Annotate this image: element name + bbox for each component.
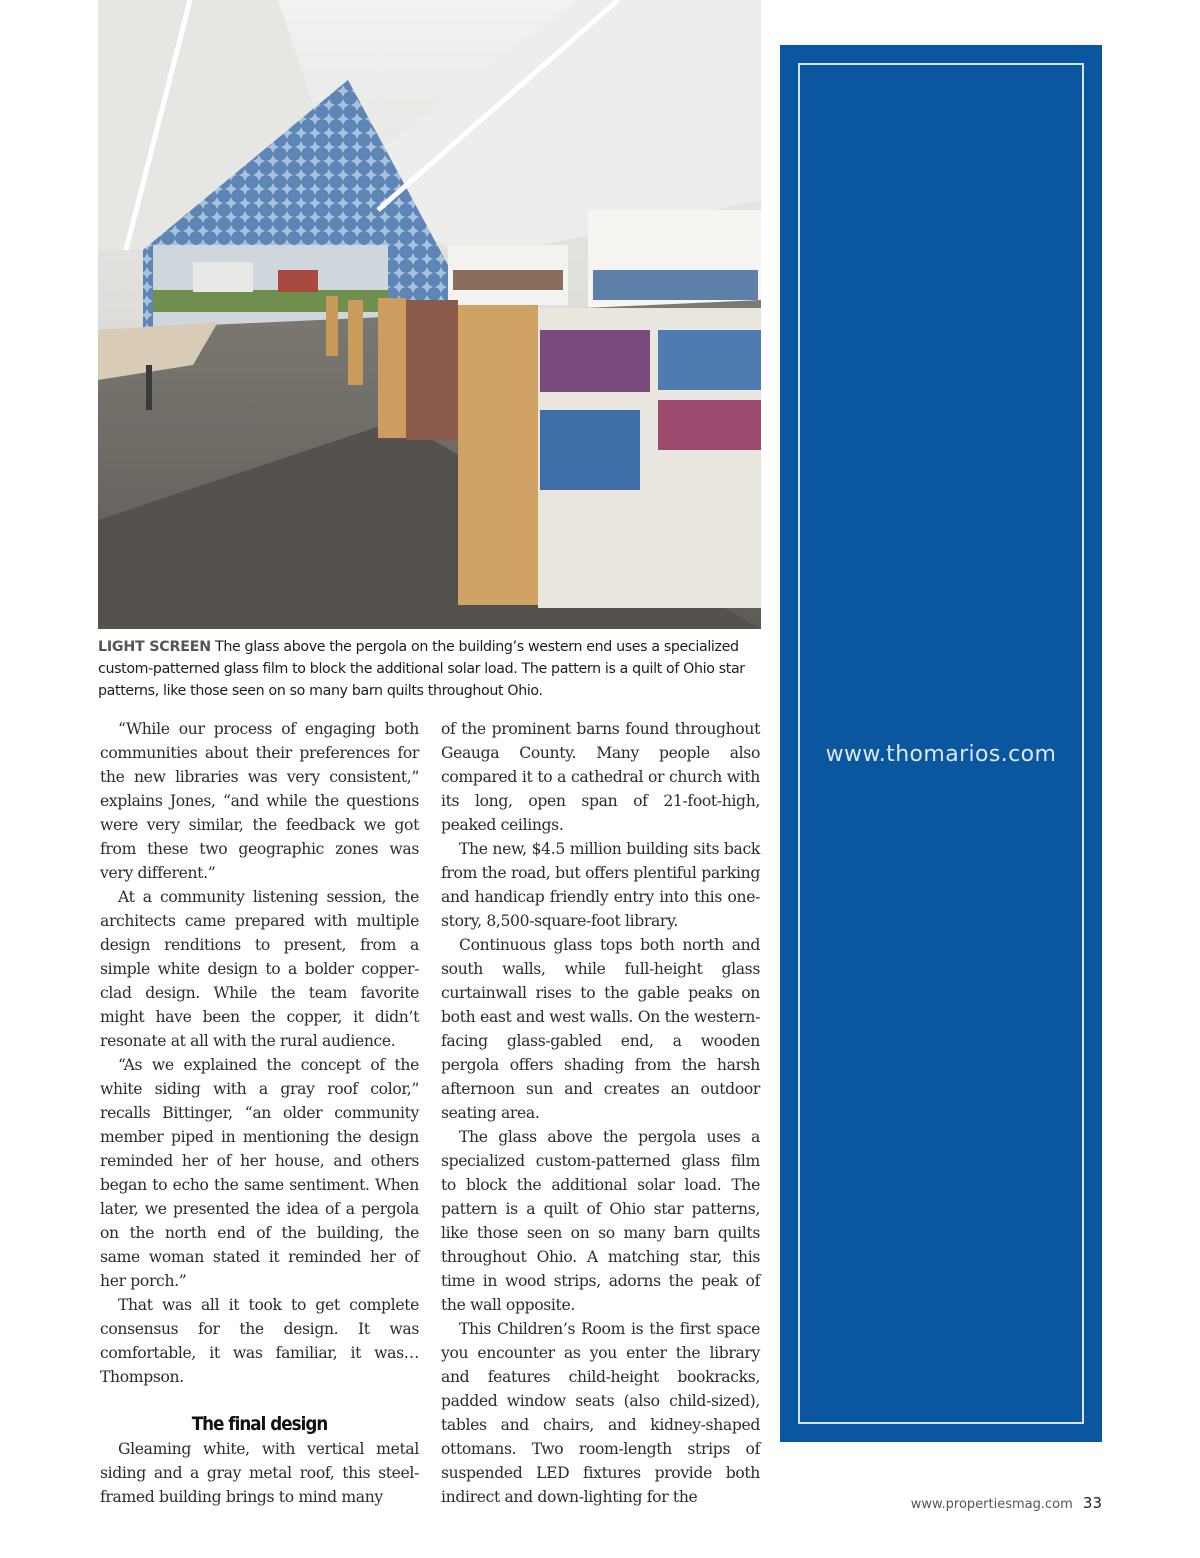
- footer-site-link[interactable]: www.propertiesmag.com: [910, 1497, 1073, 1512]
- page-number: 33: [1082, 1494, 1102, 1512]
- paragraph: Gleaming white, with vertical metal siding and a gray metal roof, this steel-framed building brings to mind many: [100, 1440, 419, 1506]
- paragraph: The new, $4.5 million building sits back from the road, but offers plentiful parking and handicap friendly entry into this one-story, 8,500-square-foot library.: [441, 840, 760, 930]
- caption-text: The glass above the pergola on the building’s western end uses a specialized custom-patterned glass film to block the additional solar load. The pattern is a quilt of Ohio star patterns, like those seen on so many barn quilts throughout Ohio.: [98, 639, 745, 699]
- paragraph: At a community listening session, the architects came prepared with multiple design renditions to present, from a simple white design to a bolder copper-clad design. While the team favorite might have been the copper, it didn’t resonate at all with the rural audience.: [100, 888, 419, 1050]
- paragraph: This Children’s Room is the first space you encounter as you enter the library and features child-height bookracks, padded window seats (also child-sized), tables and chairs, and kidney-shaped ottomans. Two room-length strips of suspended LED fixtures provide both indirect and down-lighting for the: [441, 1320, 760, 1506]
- paragraph: The glass above the pergola uses a specialized custom-patterned glass film to block the additional solar load. The pattern is a quilt of Ohio star patterns, like those seen on so many barn quilts throughout Ohio. A matching star, this time in wood strips, adorns the peak of the wall opposite.: [441, 1128, 760, 1314]
- library-photo-illustration: [98, 0, 761, 629]
- page-footer: [911, 1494, 1102, 1512]
- paragraph: Continuous glass tops both north and south walls, while full-height glass curtainwall rises to the gable peaks on both east and west walls. On the western-facing glass-gabled end, a wooden pergola offers shading from the harsh afternoon sun and creates an outdoor seating area.: [441, 936, 760, 1122]
- paragraph: That was all it took to get complete consensus for the design. It was comfortable, it was familiar, it was… Thompson.: [100, 1296, 419, 1386]
- paragraph: of the prominent barns found throughout Geauga County. Many people also compared it to a cathedral or church with its long, open span of 21-foot-high, peaked ceilings.: [441, 720, 760, 834]
- article-column-right: [441, 717, 760, 1509]
- paragraph: “As we explained the concept of the white siding with a gray roof color,” recalls Bittinger, “an older community member piped in mentioning the design reminded her of her house, and others began to echo the same sentiment. When later, we presented the idea of a pergola on the north end of the building, the same woman stated it reminded her of her porch.”: [100, 1056, 419, 1290]
- ad-url-link[interactable]: www.thomarios.com: [825, 742, 1057, 767]
- article-column-left: [100, 717, 419, 1509]
- section-heading: The final design: [191, 1413, 328, 1435]
- advertisement-panel: [780, 45, 1102, 1442]
- paragraph: “While our process of engaging both communities about their preferences for the new libraries was very consistent,” explains Jones, “and while the questions were very similar, the feedback we got from these two geographic zones was very different.”: [100, 720, 419, 882]
- caption-tag: LIGHT SCREEN: [98, 639, 211, 655]
- photo-caption: [98, 636, 762, 702]
- library-interior-photo: [98, 0, 761, 629]
